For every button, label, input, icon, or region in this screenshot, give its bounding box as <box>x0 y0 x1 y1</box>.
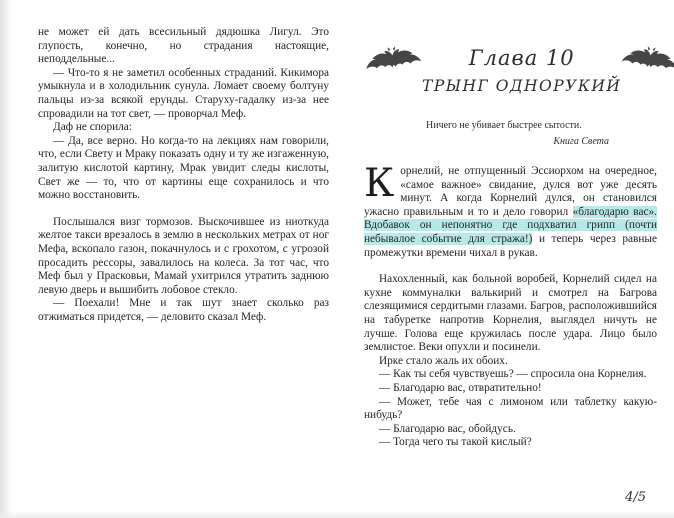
page-indicator: 4/5 <box>625 490 646 505</box>
epigraph <box>426 120 609 148</box>
opening-pre: орнелий, не отпущенный Эссиорхом на очередное, «самое важное» свидание, дулся вот уже десять минут. А когда Корнелий дулся, он становился ужасно правильным и то и дело говорил <box>364 165 657 218</box>
paragraph: не может ей дать всесильный дядюшка Лигул. Это глупость, конечно, но страдания настоящие, неподдельные... <box>38 26 329 66</box>
paragraph: — Что-то я не заметил особенных страданий. Кикимора умыкнула и в холодильник сунула. Ломает своему болтуну пальцы из-за всякой ерунды. Старуху-гадалку из-за нее спровадили на тот свет, — проворчал Меф. <box>38 66 329 120</box>
bat-icon-left <box>362 42 423 77</box>
left-page-text <box>38 26 329 324</box>
chapter-titles <box>422 44 621 95</box>
chapter-title: ТРЫНГ ОДНОРУКИЙ <box>422 77 622 95</box>
right-page-paragraphs <box>364 273 657 450</box>
paragraph: — Благодарю вас, обойдусь. <box>379 422 516 435</box>
bat-icon-right <box>620 42 674 77</box>
right-page <box>337 0 674 518</box>
opening-paragraph <box>364 161 657 260</box>
opening-post: и теперь через равные промежутки времени чихал в рукав. <box>364 232 657 259</box>
chapter-number: Глава 10 <box>468 46 575 70</box>
epigraph-source: Книга Света <box>553 135 609 147</box>
paragraph: Даф не спорила: <box>53 121 132 134</box>
chapter-header <box>364 44 657 95</box>
right-page-text <box>364 161 657 450</box>
paragraph: — Поехали! Мне и так шут знает сколько раз отжиматься придется, — деловито сказал Меф. <box>38 297 329 323</box>
paragraph: — Тогда чего ты такой кислый? <box>379 436 532 449</box>
paragraph: Ирке стало жаль их обоих. <box>379 354 508 367</box>
drop-cap: К <box>364 161 395 206</box>
paragraph: — Да, все верно. Но когда-то на лекциях нам говорили, что, если Свету и Мраку показать одну и ту же изгаженную, залитую кислотой картину, Мрак увидит следы кислоты, Свет же — то, что от картины еще сохранилось и что можно восстановить. <box>38 134 329 202</box>
epigraph-text: Ничего не убивает быстрее сытости. <box>426 120 582 131</box>
paragraph: — Как ты себя чувствуешь? — спросила она Корнелия. <box>379 368 647 381</box>
paragraph: — Может, тебе чая с лимоном или таблетку какую-нибудь? <box>364 395 657 422</box>
paragraph: Послышался визг тормозов. Выскочившее из ниоткуда желтое такси врезалось в землю в нескольких метрах от ног Мефа, вскопало газон, покачнулось и с грохотом, с угрозой просадить рессоры, завалилось на колеса. За тот час, что Меф был у Прасковьи, Мамай ухитрился утратить заднюю левую дверь и вышибить лобовое стекло. <box>38 215 329 296</box>
highlighted-text: «благодарю вас». Вдобавок он непонятно где подхватил грипп (почти небывалое событие для стража!) <box>364 205 657 245</box>
paragraph: — Благодарю вас, отвратительно! <box>379 381 542 394</box>
paragraph: Нахохленный, как больной воробей, Корнелий сидел на кухне коммуналки валькирий и смотрел на Багрова слезящимися сердитыми глазами. Багров, расположившийся на табуретке напротив Корнелия, выглядел ничуть не лучше. Голова еще кружилась после удара. Лицо было землистое. Веки опухли и посинели. <box>364 273 657 354</box>
